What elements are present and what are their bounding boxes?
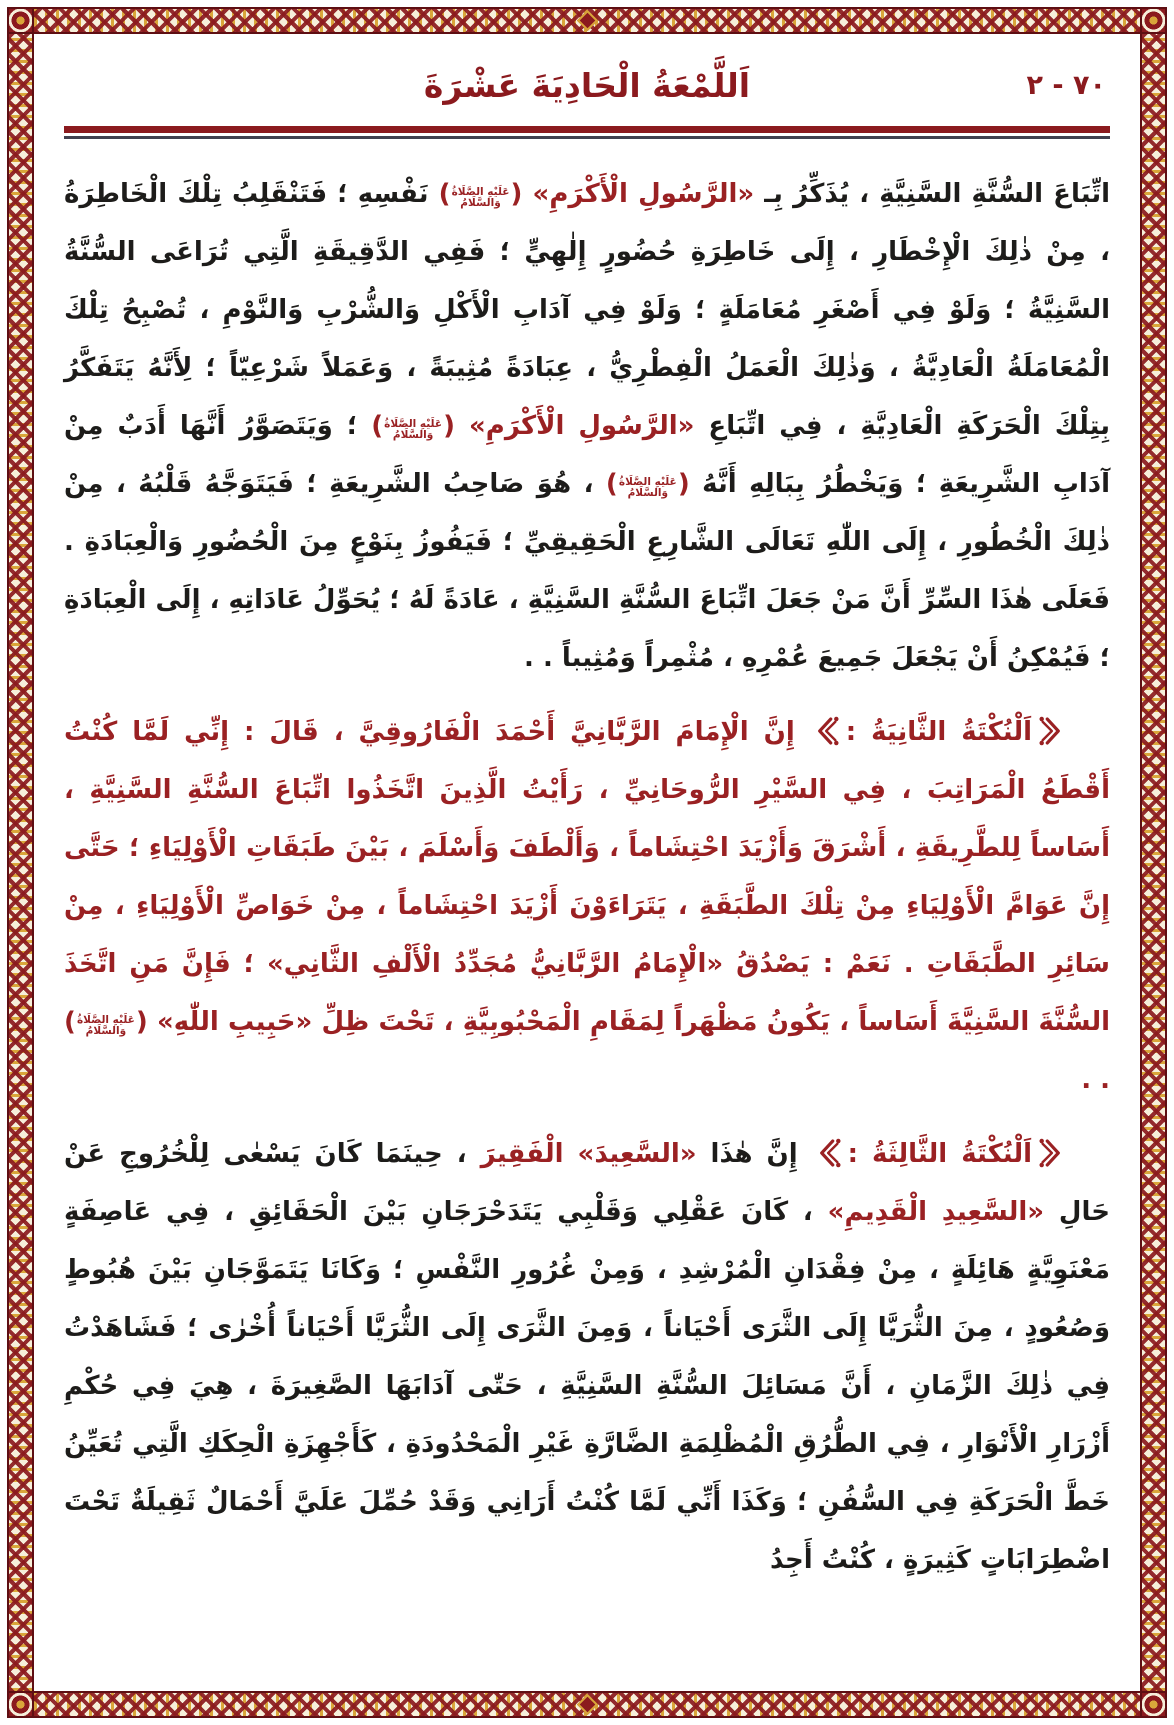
border-edge-right (1140, 34, 1167, 1691)
salawat-ornament (606, 469, 690, 499)
text-run-red: . . (1081, 1065, 1110, 1095)
header-divider (64, 126, 1110, 139)
text-run: إِنَّ هٰذَا (696, 1139, 812, 1169)
paren-open: ( (510, 179, 523, 209)
highlight-said-qadim: «السَّعِيدِ الْقَدِيمِ» (827, 1197, 1045, 1227)
body-text (64, 165, 1110, 1589)
text-run: ، كَانَ عَقْلِي وَقَلْبِي يَتَدَحْرَجَانِ بَيْنَ الْحَقَائِقِ ، فِي عَاصِفَةٍ مَعْنَوِيَّةٍ هَائِلَةٍ ، مِنْ فِقْدَانِ الْمُرْشِدِ ، وَمِنْ غُرُورِ النَّفْسِ ؛ وَكَانَا يَتَمَوَّجَانِ بَيْنَ هُبُوطٍ وَصُعُودٍ ، مِنَ الثُّرَيَّا إِلَى الثَّرَى أَحْيَاناً ، وَمِنَ الثَّرَى إِلَى الثُّرَيَّا أَحْيَاناً أُخْرٰى ؛ فَشَاهَدْتُ فِي ذٰلِكَ الزَّمَانِ ، أَنَّ مَسَائِلَ السُّنَّةِ السَّنِيَّةِ ، حَتّٰى آدَابَهَا الصَّغِيرَةَ ، هِيَ فِي حُكْمِ أَزْرَارِ الْأَنْوَارِ ، فِي الطُّرُقِ الْمُظْلِمَةِ الضَّارَّةِ غَيْرِ الْمَحْدُودَةِ ، كَأَجْهِزَةِ الْحِكَكِ الَّتِي تُعَيِّنُ خَطَّ الْحَرَكَةِ فِي السُّفُنِ ؛ وَكَذَا أَنِّي لَمَّا كُنْتُ أَرَانِي وَقَدْ حُمِّلَ عَلَيَّ أَحْمَالٌ ثَقِيلَةٌ تَحْتَ اضْطِرَابَاتٍ كَثِيرَةٍ ، كُنْتُ أَجِدُ (64, 1197, 1110, 1575)
highlight-rasul-akram: «الرَّسُولِ الْأَكْرَمِ» (468, 411, 695, 441)
salawat-ornament (439, 179, 523, 209)
section-flourish-icon (1038, 714, 1062, 748)
paren-close: ) (64, 1007, 76, 1037)
salawat-ornament (371, 411, 455, 441)
text-run: نَفْسِهِ ؛ فَتَنْقَلِبُ تِلْكَ الْخَاطِرَةُ ، مِنْ ذٰلِكَ الْإِخْطَارِ ، إِلَى خَاطِرَةِ حُضُورٍ إِلٰهِيٍّ ؛ فَفِي الدَّقِيقَةِ الَّتِي تُرَاعَى السُّنَّةُ السَّنِيَّةُ ؛ وَلَوْ فِي أَصْغَرِ مُعَامَلَةٍ ؛ وَلَوْ فِي آدَابِ الْأَكْلِ وَالشُّرْبِ وَالنَّوْمِ ، تُصْبِحُ تِلْكَ الْمُعَامَلَةُ الْعَادِيَّةُ ، وَذٰلِكَ الْعَمَلُ الْفِطْرِيُّ ، عِبَادَةً مُثِيبَةً ، وَعَمَلاً شَرْعِيّاً ؛ لِأَنَّهُ يَتَفَكَّرُ بِتِلْكَ الْحَرَكَةِ الْعَادِيَّةِ ، فِي اتِّبَاعِ (64, 179, 1111, 441)
section-heading: اَلْنُكْتَةُ الثَّانِيَةُ : (845, 717, 1033, 747)
section-flourish-icon (818, 1136, 842, 1170)
section-heading: اَلْنُكْتَةُ الثَّالِثَةُ : (847, 1139, 1032, 1169)
border-corner-rosette (7, 7, 34, 34)
text-run-red: إِنَّ الْإِمَامَ الرَّبَّانِيَّ أَحْمَدَ الْفَارُوقِيَّ ، قَالَ : إِنِّي لَمَّا كُنْتُ أَقْطَعُ الْمَرَاتِبَ ، فِي السَّيْرِ الرُّوحَانِيِّ ، رَأَيْتُ الَّذِينَ اتَّخَذُوا اتِّبَاعَ السُّنَّةِ السَّنِيَّةِ ، أَسَاساً لِلطَّرِيقَةِ ، أَشْرَقَ وَأَزْيَدَ احْتِشَاماً ، وَأَلْطَفَ وَأَسْلَمَ ، بَيْنَ طَبَقَاتِ الْأَوْلِيَاءِ ؛ حَتَّى إِنَّ عَوَامَّ الْأَوْلِيَاءِ مِنْ تِلْكَ الطَّبَقَةِ ، يَتَرَاءَوْنَ أَزْيَدَ احْتِشَاماً ، مِنْ خَوَاصِّ الْأَوْلِيَاءِ ، مِنْ سَائِرِ الطَّبَقَاتِ . نَعَمْ : يَصْدُقُ «الْإِمَامُ الرَّبَّانِيُّ مُجَدِّدُ الْأَلْفِ الثَّانِي» ؛ فَإِنَّ مَنِ اتَّخَذَ السُّنَّةَ السَّنِيَّةَ أَسَاساً ، يَكُونُ مَظْهَراً لِمَقَامِ الْمَحْبُوبِيَّةِ ، تَحْتَ ظِلِّ «حَبِيبِ اللّٰهِ» (64, 717, 1110, 1037)
paren-open: ( (135, 1007, 148, 1037)
border-edge-bottom (34, 1691, 1140, 1718)
border-corner-rosette (1140, 7, 1167, 34)
page-content (64, 50, 1110, 1675)
salawat-text: عَلَيْهِ الصَّلَاةُ وَالسَّلَامُ (384, 417, 442, 441)
salawat-text: عَلَيْهِ الصَّلَاةُ وَالسَّلَامُ (451, 185, 510, 209)
salawat-text: عَلَيْهِ الصَّلَاةُ وَالسَّلَامُ (76, 1013, 135, 1037)
border-edge-top (34, 7, 1140, 34)
paren-open: ( (443, 411, 455, 441)
text-run: ؛ وَيَتَصَوَّرُ أَنَّهَا أَدَبٌ مِنْ آدَابِ الشَّرِيعَةِ ؛ وَيَخْطُرُ بِبَالِهِ أَنَّهُ (64, 411, 1110, 499)
paragraph-intro (64, 165, 1110, 687)
paren-close: ) (371, 411, 384, 441)
paragraph-second-point (64, 703, 1110, 1109)
highlight-said-faqir: «السَّعِيدَ» الْفَقِيرَ (480, 1139, 697, 1169)
text-run: ، حِينَمَا كَانَ يَسْعٰى لِلْخُرُوجِ عَنْ حَالِ (64, 1139, 1110, 1227)
text-run: اتِّبَاعَ السُّنَّةِ السَّنِيَّةِ ، يُذَكِّرُ بِـ (754, 179, 1110, 209)
salawat-ornament (64, 1007, 148, 1037)
text-run: ، هُوَ صَاحِبُ الشَّرِيعَةِ ؛ فَيَتَوَجَّهُ قَلْبُهُ ، مِنْ ذٰلِكَ الْخُطُورِ ، إِلَى اللّٰهِ تَعَالَى الشَّارِعِ الْحَقِيقِيِّ ؛ فَيَفُوزُ بِنَوْعٍ مِنَ الْحُضُورِ وَالْعِبَادَةِ . فَعَلَى هٰذَا السِّرِّ أَنَّ مَنْ جَعَلَ اتِّبَاعَ السُّنَّةِ السَّنِيَّةِ ، عَادَةً لَهُ ؛ يُحَوِّلُ عَادَاتِهِ ، إِلَى الْعِبَادَةِ ؛ فَيُمْكِنُ أَنْ يَجْعَلَ جَمِيعَ عُمْرِهِ ، مُثْمِراً وَمُثِيباً . . (64, 469, 1110, 673)
section-flourish-icon (1038, 1136, 1062, 1170)
paren-open: ( (677, 469, 690, 499)
salawat-text: عَلَيْهِ الصَّلَاةُ وَالسَّلَامُ (618, 475, 677, 499)
border-corner-rosette (1140, 1691, 1167, 1718)
page-number: ٧٠ - ٢ (1026, 70, 1106, 101)
paragraph-third-point (64, 1125, 1110, 1589)
paren-close: ) (605, 469, 618, 499)
page-title: اَللَّمْعَةُ الْحَادِيَةَ عَشْرَةَ (423, 66, 751, 105)
section-flourish-icon (816, 714, 840, 748)
border-center-finial (577, 10, 598, 31)
border-corner-rosette (7, 1691, 34, 1718)
page-header (64, 50, 1110, 122)
divider-thin-line (64, 136, 1110, 139)
highlight-rasul-akram: «الرَّسُولِ الْأَكْرَمِ» (532, 179, 755, 209)
divider-thick-line (64, 126, 1110, 133)
paren-close: ) (438, 179, 451, 209)
border-edge-left (7, 34, 34, 1691)
border-center-finial (577, 1694, 598, 1715)
